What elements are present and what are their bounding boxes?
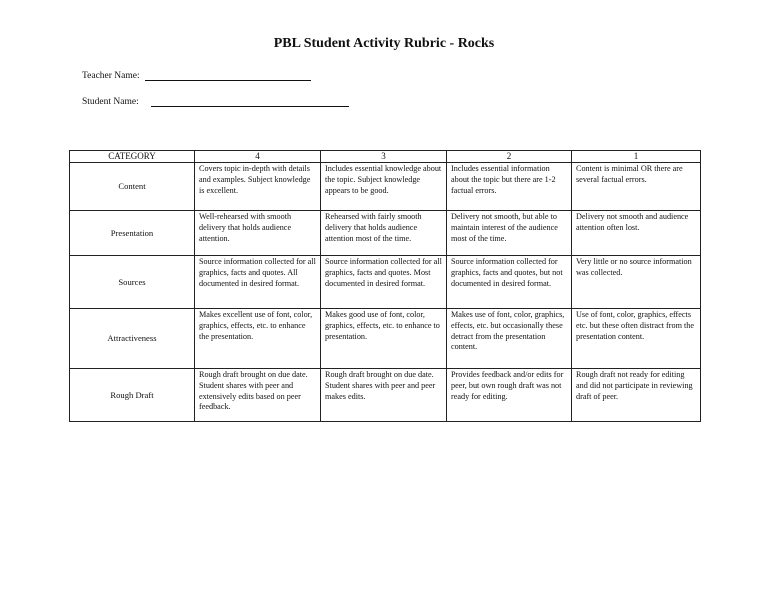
- category-cell: Sources: [70, 256, 195, 309]
- rubric-cell: Rehearsed with fairly smooth delivery that holds audience attention most of the time.: [321, 211, 447, 256]
- teacher-name-field: [82, 71, 140, 81]
- rubric-cell: Covers topic in-depth with details and examples. Subject knowledge is excellent.: [195, 163, 321, 211]
- rubric-cell: Very little or no source information was collected.: [572, 256, 701, 309]
- student-name-label: Student Name:: [82, 97, 139, 107]
- category-cell: Content: [70, 163, 195, 211]
- rubric-cell: Rough draft not ready for editing and did not participate in reviewing draft of peer.: [572, 369, 701, 422]
- rubric-cell: Use of font, color, graphics, effects etc. but these often distract from the presentation content.: [572, 309, 701, 369]
- rubric-cell: Makes good use of font, color, graphics, effects, etc. to enhance to presentation.: [321, 309, 447, 369]
- table-row: [70, 309, 701, 369]
- rubric-cell: Source information collected for all graphics, facts and quotes. Most documented in desired format.: [321, 256, 447, 309]
- table-row: [70, 163, 701, 211]
- student-name-line: [151, 106, 349, 107]
- rubric-cell: Content is minimal OR there are several factual errors.: [572, 163, 701, 211]
- table-row: [70, 256, 701, 309]
- category-cell: Attractiveness: [70, 309, 195, 369]
- rubric-cell: Delivery not smooth and audience attention often lost.: [572, 211, 701, 256]
- rubric-cell: Rough draft brought on due date. Student shares with peer and peer makes edits.: [321, 369, 447, 422]
- header-score-4: 4: [195, 151, 321, 163]
- table-row: [70, 211, 701, 256]
- category-cell: Rough Draft: [70, 369, 195, 422]
- rubric-cell: Rough draft brought on due date. Student shares with peer and extensively edits based on peer feedback.: [195, 369, 321, 422]
- rubric-cell: Source information collected for all graphics, facts and quotes. All documented in desired format.: [195, 256, 321, 309]
- header-row: [70, 151, 701, 163]
- rubric-cell: Includes essential information about the topic but there are 1-2 factual errors.: [447, 163, 572, 211]
- page-title: PBL Student Activity Rubric - Rocks: [273, 36, 495, 51]
- header-score-2: 2: [447, 151, 572, 163]
- table-row: [70, 369, 701, 422]
- rubric-cell: Well-rehearsed with smooth delivery that holds audience attention.: [195, 211, 321, 256]
- student-name-field: [82, 97, 139, 107]
- rubric-table: [69, 150, 701, 422]
- rubric-cell: Provides feedback and/or edits for peer, but own rough draft was not ready for editing.: [447, 369, 572, 422]
- rubric-cell: Makes use of font, color, graphics, effects, etc. but occasionally these detract from the presentation content.: [447, 309, 572, 369]
- teacher-name-label: Teacher Name:: [82, 71, 140, 81]
- teacher-name-line: [145, 80, 311, 81]
- rubric-cell: Includes essential knowledge about the topic. Subject knowledge appears to be good.: [321, 163, 447, 211]
- rubric-cell: Delivery not smooth, but able to maintain interest of the audience most of the time.: [447, 211, 572, 256]
- header-score-3: 3: [321, 151, 447, 163]
- category-cell: Presentation: [70, 211, 195, 256]
- header-category: CATEGORY: [70, 151, 195, 163]
- rubric-cell: Source information collected for graphics, facts and quotes, but not documented in desired format.: [447, 256, 572, 309]
- rubric-cell: Makes excellent use of font, color, graphics, effects, etc. to enhance the presentation.: [195, 309, 321, 369]
- header-score-1: 1: [572, 151, 701, 163]
